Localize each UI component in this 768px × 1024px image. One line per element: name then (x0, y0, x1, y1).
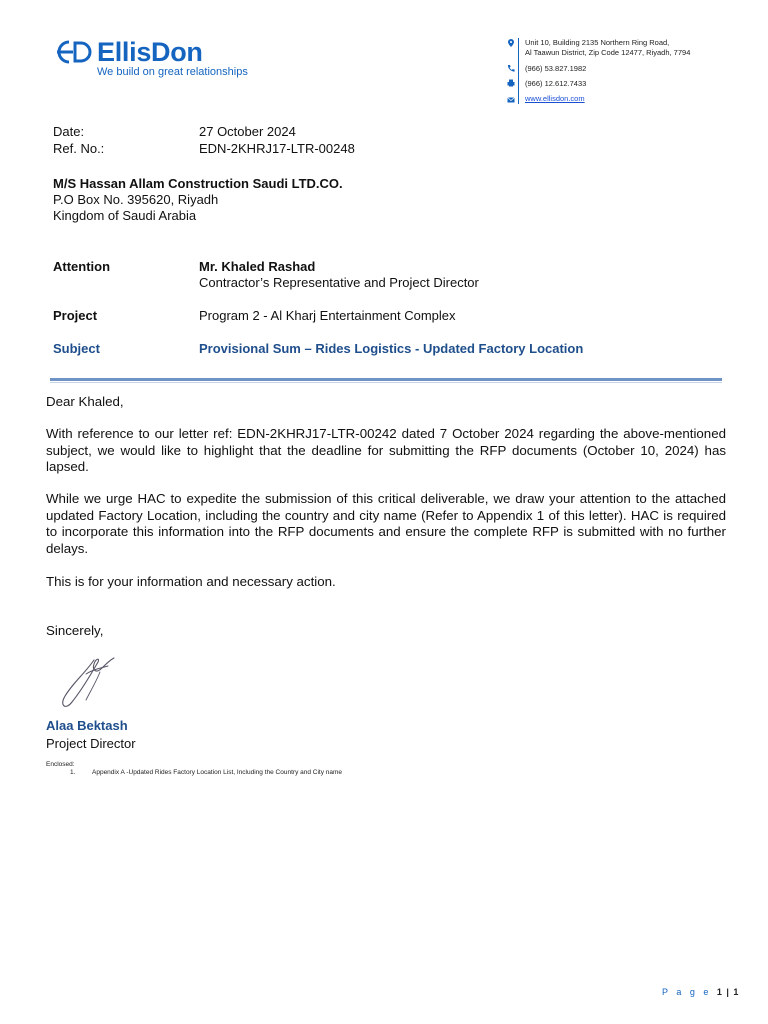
enclosure-number: 1. (70, 769, 76, 776)
page-indicator (662, 987, 739, 997)
project-value: Program 2 - Al Kharj Entertainment Complex (199, 308, 456, 323)
body-paragraph-1: With reference to our letter ref: EDN-2KHRJ17-LTR-00242 dated 7 October 2024 regarding the above-mentioned subject, we would like to highlight that the deadline for submitting the RFP documents (October 10, 2024) has lapsed. (46, 426, 726, 474)
closing: Sincerely, (46, 623, 104, 638)
project-label: Project (53, 308, 98, 323)
contact-divider (518, 38, 519, 104)
page-number: 1 | 1 (716, 987, 740, 997)
location-pin-icon (507, 39, 515, 47)
handwritten-signature (56, 652, 120, 714)
brand-tagline: We build on great relationships (97, 66, 248, 78)
fax-icon (507, 79, 515, 87)
page-word: P a g e (662, 987, 712, 997)
address-line-1: Unit 10, Building 2135 Northern Ring Road, (525, 38, 670, 47)
salutation: Dear Khaled, (46, 394, 124, 409)
phone-number: (966) 53.827.1982 (525, 64, 587, 73)
signatory-name: Alaa Bektash (46, 718, 128, 733)
body-paragraph-3: This is for your information and necessary action. (46, 574, 336, 589)
recipient-address-1: P.O Box No. 395620, Riyadh (53, 192, 219, 207)
recipient-company: M/S Hassan Allam Construction Saudi LTD.CO. (53, 176, 343, 191)
date-value: 27 October 2024 (199, 124, 296, 139)
subject-label: Subject (53, 341, 100, 356)
date-label: Date: (53, 124, 85, 139)
email-icon (507, 96, 515, 104)
ref-label: Ref. No.: (53, 141, 105, 156)
phone-icon (507, 64, 515, 72)
address-line-2: Al Taawun District, Zip Code 12477, Riyadh, 7794 (525, 48, 691, 57)
attention-name: Mr. Khaled Rashad (199, 259, 316, 274)
attention-title: Contractor’s Representative and Project Director (199, 275, 479, 290)
recipient-address-2: Kingdom of Saudi Arabia (53, 208, 197, 223)
ref-value: EDN-2KHRJ17-LTR-00248 (199, 141, 355, 156)
attention-label: Attention (53, 259, 111, 274)
fax-number: (966) 12.612.7433 (525, 79, 587, 88)
enclosure-item: Appendix A -Updated Rides Factory Location List, Including the Country and City name (92, 769, 343, 776)
company-logo (55, 36, 255, 84)
website-link[interactable]: www.ellisdon.com (525, 94, 585, 103)
section-divider-shadow (50, 382, 722, 383)
signatory-title: Project Director (46, 736, 136, 751)
body-paragraph-2: While we urge HAC to expedite the submission of this critical deliverable, we draw your attention to the attached updated Factory Location, including the country and city name (Refer to Appendix 1 of this letter). HAC is required to incorporate this information into the RFP documents and ensure the complete RFP is submitted with no further delays. (46, 491, 726, 556)
ellisdon-logo-icon (55, 40, 95, 64)
section-divider (50, 378, 722, 381)
enclosures-label: Enclosed: (46, 761, 75, 768)
brand-name: EllisDon (97, 37, 203, 67)
subject-value: Provisional Sum – Rides Logistics - Updated Factory Location (199, 341, 584, 356)
